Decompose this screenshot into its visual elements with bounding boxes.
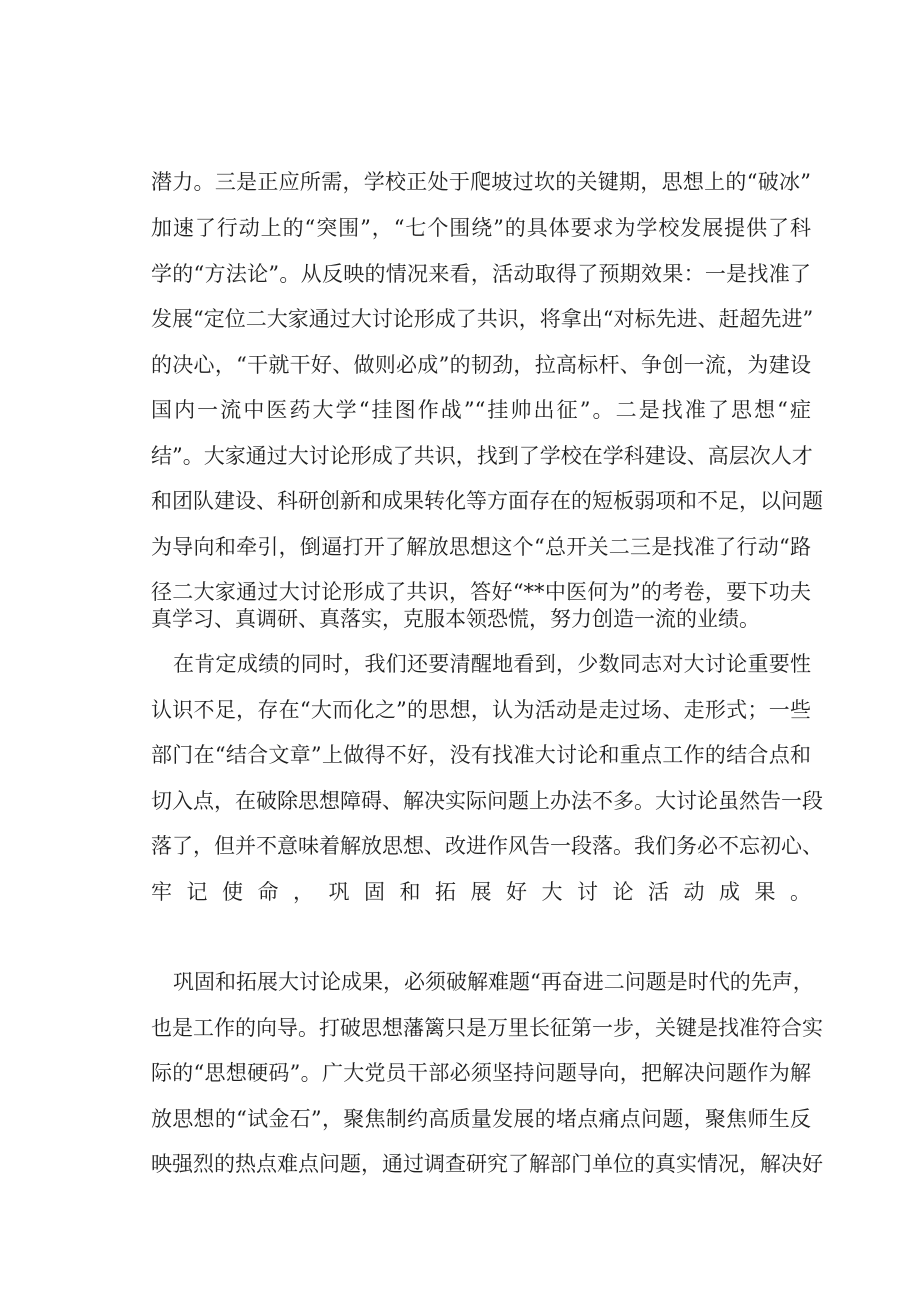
text-line: 径二大家通过大讨论形成了共识，答好“**中医何为”的考卷，要下功夫	[151, 580, 811, 604]
text-line: 学的“方法论”。从反映的情况来看，活动取得了预期效果：一是找准了	[151, 262, 811, 286]
text-line: 国内一流中医药大学“挂图作战”“挂帅出征”。二是找准了思想“症	[151, 398, 811, 422]
text-line: 发展“定位二大家通过大讨论形成了共识，将拿出“对标先进、赶超先进”	[151, 307, 814, 331]
text-line: 切入点，在破除思想障碍、解决实际问题上办法不多。大讨论虽然告一段	[151, 789, 823, 813]
text-line: 也是工作的向导。打破思想藩篱只是万里长征第一步，关键是找准符合实	[151, 1016, 823, 1040]
text-line: 结”。大家通过大讨论形成了共识，找到了学校在学科建设、高层次人才	[151, 444, 813, 468]
text-line: 认识不足，存在“大而化之”的思想，认为活动是走过场、走形式；一些	[151, 698, 811, 722]
text-line: 巩固和拓展大讨论成果，必须破解难题“再奋进二问题是时代的先声，	[173, 970, 814, 994]
text-line: 为导向和牵引，倒逼打开了解放思想这个“总开关二三是找准了行动“路	[151, 535, 811, 559]
text-line: 部门在“结合文章”上做得不好，没有找准大讨论和重点工作的结合点和	[151, 743, 811, 767]
text-line: 放思想的“试金石”，聚焦制约高质量发展的堵点痛点问题，聚焦师生反	[151, 1107, 811, 1131]
text-line: 潜力。三是正应所需，学校正处于爬坡过坎的关键期，思想上的“破冰”	[151, 170, 811, 194]
text-line	[151, 919, 811, 955]
text-line: 际的“思想硬码”。广大党员干部必须坚持问题导向，把解决问题作为解	[151, 1061, 811, 1085]
text-line: 真学习、真调研、真落实，克服本领恐慌，努力创造一流的业绩。	[151, 607, 760, 631]
text-line: 落了，但并不意味着解放思想、改进作风告一段落。我们务必不忘初心、	[151, 834, 823, 858]
text-line: 在肯定成绩的同时，我们还要清醒地看到，少数同志对大讨论重要性	[173, 652, 811, 676]
text-line: 牢记使命，巩固和拓展好大讨论活动成果。	[151, 880, 811, 904]
text-line: 的决心，“干就干好、做则必成”的韧劲，拉高标杆、争创一流，为建设	[151, 353, 811, 377]
text-line: 加速了行动上的“突围”，“七个围绕”的具体要求为学校发展提供了科	[151, 216, 811, 240]
text-line: 映强烈的热点难点问题，通过调查研究了解部门单位的真实情况，解决好	[151, 1152, 823, 1176]
text-line: 和团队建设、科研创新和成果转化等方面存在的短板弱项和不足，以问题	[151, 489, 823, 513]
